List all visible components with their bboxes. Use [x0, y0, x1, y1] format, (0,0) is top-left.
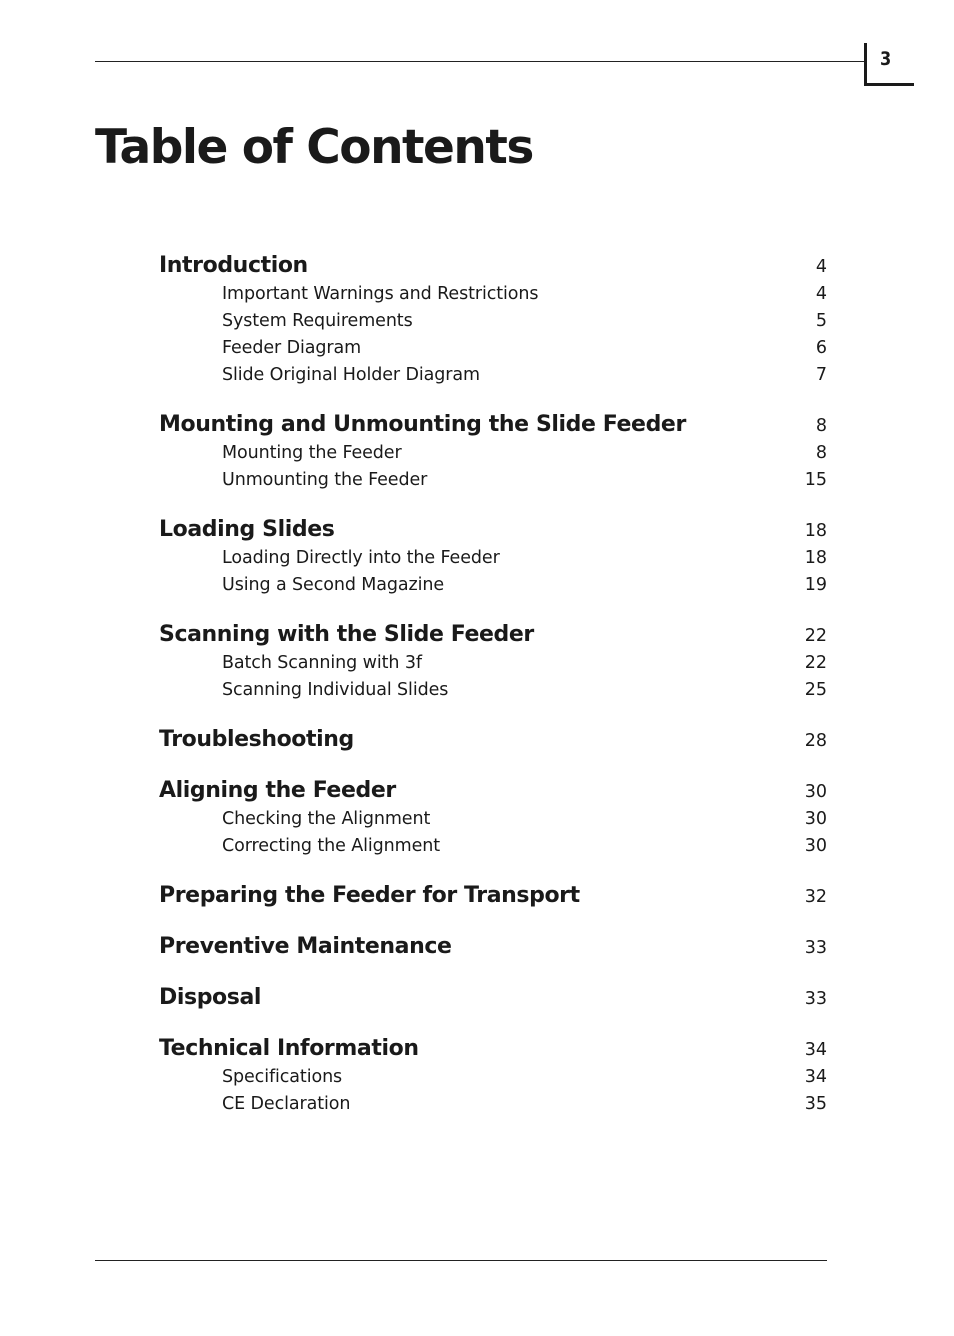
- toc-page-number: 18: [804, 521, 827, 541]
- toc-section: [159, 253, 827, 392]
- toc-entry: [159, 727, 827, 758]
- toc-subsection-title: Slide Original Holder Diagram: [222, 365, 480, 385]
- page-number: 3: [880, 48, 892, 70]
- toc-section-title: Troubleshooting: [159, 727, 354, 752]
- toc-subsection-title: Scanning Individual Slides: [222, 680, 449, 700]
- toc-section: [159, 412, 827, 497]
- toc-subentry: [159, 836, 827, 863]
- footer-rule: [95, 1260, 827, 1261]
- toc-entry: [159, 934, 827, 965]
- toc-section-title: Loading Slides: [159, 517, 335, 542]
- toc-subentry: [159, 284, 827, 311]
- toc-page-number: 34: [804, 1067, 827, 1087]
- toc-page-number: 30: [804, 809, 827, 829]
- toc-page-number: 35: [804, 1094, 827, 1114]
- toc-subsection-title: CE Declaration: [222, 1094, 351, 1114]
- toc-section-title: Introduction: [159, 253, 308, 278]
- toc-subsection-title: Checking the Alignment: [222, 809, 431, 829]
- toc-subsection-title: Batch Scanning with 3f: [222, 653, 422, 673]
- toc-subsection-title: Feeder Diagram: [222, 338, 362, 358]
- toc-section-title: Technical Information: [159, 1036, 419, 1061]
- toc-section-title: Preventive Maintenance: [159, 934, 452, 959]
- toc-subsection-title: Using a Second Magazine: [222, 575, 445, 595]
- toc-section: [159, 517, 827, 602]
- toc-subentry: [159, 311, 827, 338]
- toc-entry: [159, 412, 827, 443]
- toc-page-number: 25: [804, 680, 827, 700]
- toc-subentry: [159, 653, 827, 680]
- toc-page-number: 30: [804, 782, 827, 802]
- toc-subentry: [159, 470, 827, 497]
- toc-subentry: [159, 443, 827, 470]
- toc-subsection-title: Unmounting the Feeder: [222, 470, 428, 490]
- toc-page-number: 33: [804, 989, 827, 1009]
- toc-section: [159, 934, 827, 965]
- table-of-contents: [159, 253, 827, 1121]
- toc-section-title: Disposal: [159, 985, 262, 1010]
- toc-page-number: 33: [804, 938, 827, 958]
- toc-section-title: Scanning with the Slide Feeder: [159, 622, 534, 647]
- header-rule: [95, 61, 866, 62]
- toc-subentry: [159, 809, 827, 836]
- toc-entry: [159, 622, 827, 653]
- toc-subentry: [159, 365, 827, 392]
- toc-page-number: 6: [815, 338, 827, 358]
- toc-section: [159, 1036, 827, 1121]
- toc-entry: [159, 1036, 827, 1067]
- toc-page-number: 19: [804, 575, 827, 595]
- toc-page-number: 22: [804, 653, 827, 673]
- toc-page-number: 30: [804, 836, 827, 856]
- toc-subsection-title: Mounting the Feeder: [222, 443, 402, 463]
- toc-page-number: 18: [804, 548, 827, 568]
- toc-subsection-title: Correcting the Alignment: [222, 836, 441, 856]
- toc-subentry: [159, 575, 827, 602]
- toc-section-title: Aligning the Feeder: [159, 778, 396, 803]
- toc-page-number: 28: [804, 731, 827, 751]
- toc-page-number: 7: [815, 365, 827, 385]
- toc-page-number: 4: [815, 257, 827, 277]
- toc-page-number: 34: [804, 1040, 827, 1060]
- toc-subentry: [159, 338, 827, 365]
- toc-page-number: 8: [815, 416, 827, 436]
- toc-section: [159, 883, 827, 914]
- toc-subsection-title: Loading Directly into the Feeder: [222, 548, 500, 568]
- toc-subentry: [159, 1067, 827, 1094]
- toc-entry: [159, 778, 827, 809]
- toc-subsection-title: Important Warnings and Restrictions: [222, 284, 539, 304]
- toc-entry: [159, 883, 827, 914]
- toc-subentry: [159, 1094, 827, 1121]
- toc-section-title: Mounting and Unmounting the Slide Feeder: [159, 412, 686, 437]
- toc-subentry: [159, 680, 827, 707]
- toc-section: [159, 778, 827, 863]
- toc-entry: [159, 517, 827, 548]
- toc-page-number: 15: [804, 470, 827, 490]
- toc-subsection-title: System Requirements: [222, 311, 413, 331]
- toc-section: [159, 727, 827, 758]
- toc-entry: [159, 985, 827, 1016]
- page-title: Table of Contents: [95, 120, 533, 175]
- toc-page-number: 32: [804, 887, 827, 907]
- toc-subsection-title: Specifications: [222, 1067, 343, 1087]
- toc-entry: [159, 253, 827, 284]
- toc-section: [159, 622, 827, 707]
- toc-page-number: 22: [804, 626, 827, 646]
- toc-page-number: 8: [815, 443, 827, 463]
- toc-section: [159, 985, 827, 1016]
- toc-subentry: [159, 548, 827, 575]
- toc-page-number: 5: [815, 311, 827, 331]
- toc-page-number: 4: [815, 284, 827, 304]
- toc-section-title: Preparing the Feeder for Transport: [159, 883, 580, 908]
